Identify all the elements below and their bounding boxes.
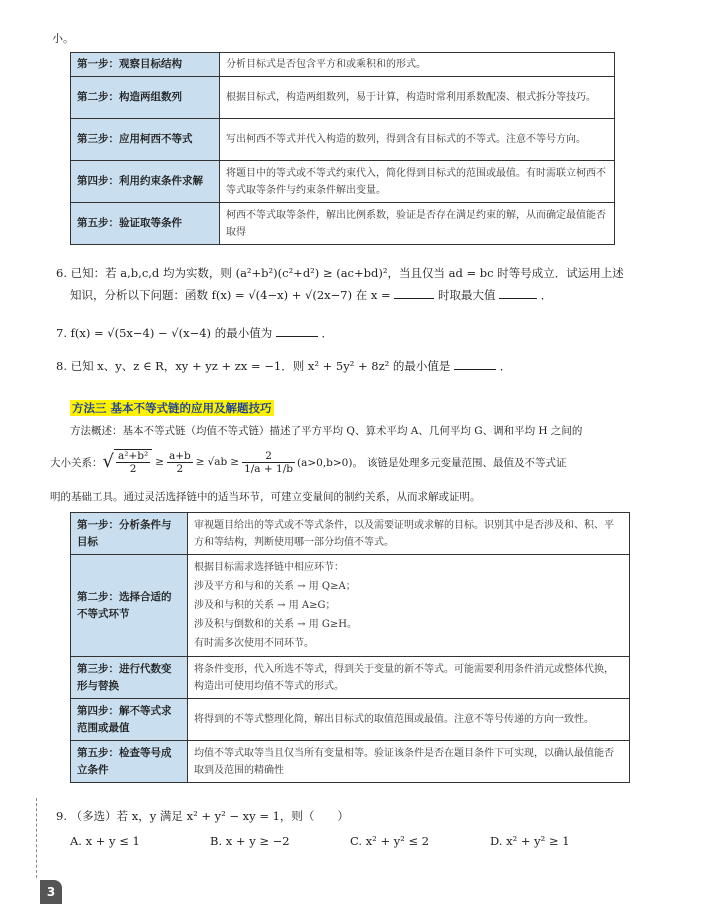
method-overview-line1: 方法概述：基本不等式链（均值不等式链）描述了平方平均 Q、算术平均 A、几何平均 G、调和平均 H 之间的 — [70, 425, 583, 437]
question-text: ． — [540, 288, 553, 302]
question-7 — [56, 322, 666, 344]
step-line: 将条件变形，代入所选不等式，得到关于变量的新不等式。可能需要利用条件消元或整体代换，构造出可使用均值不等式的形式。 — [194, 663, 614, 692]
overview-prefix: 大小关系： — [50, 456, 103, 469]
step-line: 涉及平方和与和的关系 → 用 Q≥A； — [194, 581, 356, 592]
table-row — [71, 699, 630, 741]
step-label: 第三步：应用柯西不等式 — [71, 119, 220, 161]
mean-inequality-steps-table — [70, 512, 630, 783]
margin-divider — [36, 798, 37, 878]
chain-a-den: 2 — [176, 462, 184, 475]
method-heading — [70, 400, 274, 416]
step-line: 均值不等式取等当且仅当所有变量相等。验证该条件是否在题目条件下可实现，以确认最值能否取到及范围的精确性 — [194, 747, 614, 776]
step-label: 第三步：进行代数变形与替换 — [71, 657, 188, 699]
question-9-options — [70, 834, 630, 856]
question-text: ． — [321, 326, 334, 340]
step-label: 第四步：利用约束条件求解 — [71, 161, 220, 203]
step-line: 将得到的不等式整理化简，解出目标式的取值范围或最值。注意不等号传递的方向一致性。 — [194, 714, 594, 725]
method-title: 方法三 基本不等式链的应用及解题技巧 — [72, 401, 272, 415]
step-description: 分析目标式是否包含平方和或乘积和的形式。 — [220, 53, 615, 77]
step-label: 第一步：分析条件与目标 — [71, 513, 188, 555]
chain-h-num: 2 — [242, 450, 295, 463]
answer-blank[interactable] — [394, 286, 434, 299]
option-b[interactable]: B. x + y ≥ −2 — [210, 834, 290, 848]
overview-suffix: 该链是处理多元变量范围、最值及不等式证 — [366, 456, 567, 469]
question-text: f(x) = √(5x−4) − √(x−4) 的最小值为 — [70, 326, 273, 340]
table-row — [71, 513, 630, 555]
chain-q-num: a²+b² — [117, 450, 149, 462]
answer-blank[interactable] — [454, 357, 496, 370]
step-description: 根据目标式，构造两组数列，易于计算，构造时常利用系数配凑、根式拆分等技巧。 — [220, 77, 615, 119]
question-9 — [56, 805, 666, 827]
option-c[interactable]: C. x² + y² ≤ 2 — [350, 834, 430, 848]
option-a[interactable]: A. x + y ≤ 1 — [70, 834, 140, 848]
chain-q-den: 2 — [129, 463, 137, 475]
question-number: 6. — [56, 266, 67, 280]
step-label: 第四步：解不等式求范围或最值 — [71, 699, 188, 741]
step-description — [188, 741, 630, 783]
step-label: 第一步：观察目标结构 — [71, 53, 220, 77]
step-line: 根据目标需求选择链中相应环节： — [194, 562, 344, 573]
step-description — [188, 513, 630, 555]
question-number: 9. — [56, 809, 67, 823]
question-number: 8. — [56, 359, 67, 373]
step-label: 第二步：构造两组数列 — [71, 77, 220, 119]
question-text: （多选）若 x，y 满足 x² + y² − xy = 1，则（ ） — [70, 809, 349, 823]
table-row — [71, 741, 630, 783]
step-description — [188, 699, 630, 741]
question-6 — [56, 262, 666, 306]
question-text: 已知 x、y、z ∈ R，xy + yz + zx = −1．则 x² + 5y² + 8z² 的最小值是 — [70, 359, 451, 373]
question-text: 时取最大值 — [437, 288, 496, 302]
chain-condition: (a>0,b>0)。 — [296, 456, 363, 469]
inequality-chain: √ $\frac{\text{a²+b²}}{2}$ ≥ $\frac{a+b}{2}$ ≥ √ab ≥ $\frac{2}{1/a + 1/b}$ (a>0,b>0)。 — [102, 449, 363, 475]
answer-blank[interactable] — [499, 286, 537, 299]
step-description: 写出柯西不等式并代入构造的数列，得到含有目标式的不等式。注意不等号方向。 — [220, 119, 615, 161]
table-row — [71, 203, 615, 245]
step-line: 有时需多次使用不同环节。 — [194, 638, 314, 649]
question-text: 知识，分析以下问题：函数 f(x) = √(4−x) + √(2x−7) 在 x = — [70, 288, 391, 302]
step-description — [188, 657, 630, 699]
table-row — [71, 53, 615, 77]
method-overview-line3: 明的基础工具。通过灵活选择链中的适当环节，可建立变量间的制约关系，从而求解或证明。 — [50, 491, 481, 503]
step-description: 将题目中的等式或不等式约束代入，简化得到目标式的范围或最值。有时需联立柯西不等式取等条件与约束条件解出变量。 — [220, 161, 615, 203]
method-overview-line2 — [50, 441, 670, 483]
step-line: 涉及和与积的关系 → 用 A≥G； — [194, 600, 336, 611]
table-row — [71, 161, 615, 203]
question-number: 7. — [56, 326, 67, 340]
step-description — [188, 555, 630, 657]
step-description: 柯西不等式取等条件，解出比例系数，验证是否存在满足约束的解，从而确定最值能否取得 — [220, 203, 615, 245]
table-row — [71, 657, 630, 699]
chain-g: √ab — [207, 456, 228, 468]
question-text: ． — [499, 359, 512, 373]
step-label: 第五步：验证取等条件 — [71, 203, 220, 245]
question-text: 已知：若 a,b,c,d 均为实数，则 (a²+b²)(c²+d²) ≥ (ac+bd)²，当且仅当 ad = bc 时等号成立．试运用上述 — [70, 266, 624, 280]
step-label: 第五步：检查等号成立条件 — [71, 741, 188, 783]
answer-blank[interactable] — [276, 324, 318, 337]
page-number: 3 — [40, 880, 62, 904]
chain-h-den: 1/a + 1/b — [244, 462, 293, 475]
table-row — [71, 555, 630, 657]
top-fragment: 小。 — [52, 32, 74, 45]
table-row — [71, 119, 615, 161]
table-row — [71, 77, 615, 119]
step-line: 审视题目给出的等式或不等式条件，以及需要证明或求解的目标。识别其中是否涉及和、积、平方和等结构，判断使用哪一部分均值不等式。 — [194, 519, 614, 548]
step-line: 涉及积与倒数和的关系 → 用 G≥H。 — [194, 619, 358, 630]
step-label: 第二步：选择合适的不等式环节 — [71, 555, 188, 657]
option-d[interactable]: D. x² + y² ≥ 1 — [490, 834, 570, 848]
chain-a-num: a+b — [169, 449, 191, 462]
question-8 — [56, 355, 666, 377]
cauchy-steps-table — [70, 52, 615, 245]
